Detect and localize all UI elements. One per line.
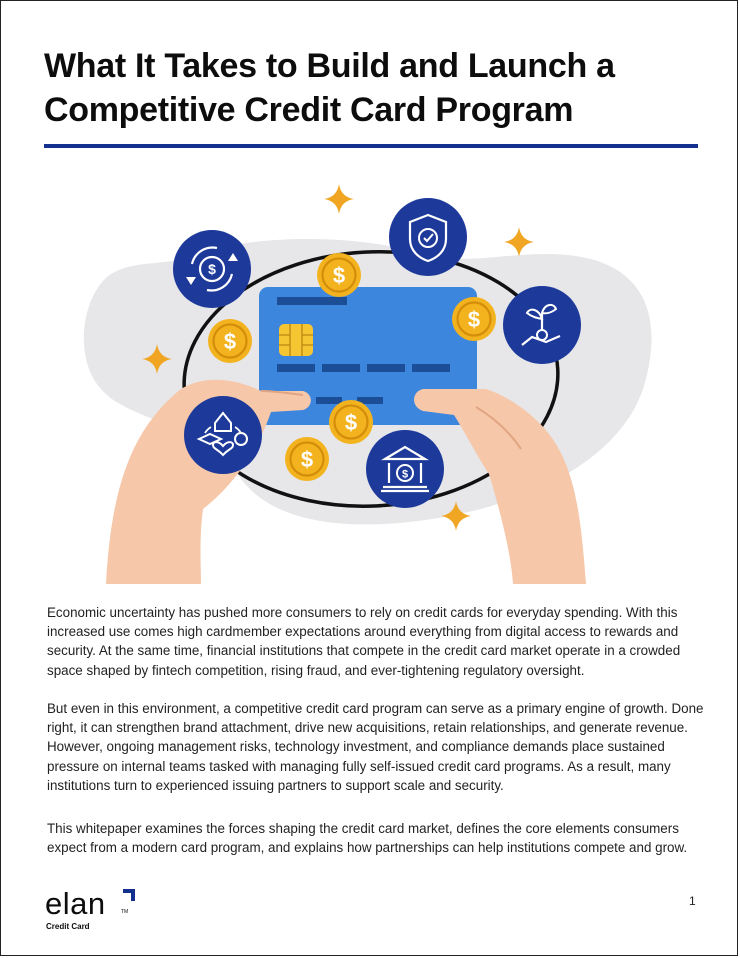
coin-icon	[452, 297, 496, 341]
coin-icon	[285, 437, 329, 481]
title-divider	[44, 144, 698, 148]
hand-plant-icon	[503, 286, 581, 364]
logo-bracket-icon	[123, 889, 135, 901]
logo-wordmark: elan	[45, 886, 106, 921]
body-paragraph-2: But even in this environment, a competitive credit card program can serve as a primary engine of growth. Done right, it can strengthen brand attachment, drive new acquisitions, retain relationships, and generate revenue. However, ongoing management risks, technology investment, and compliance demands place sustained pressure on internal teams tasked with managing fully self-issued credit card programs. As a result, many institutions turn to experienced issuing partners to support scale and security.	[47, 701, 704, 793]
life-events-icon	[184, 396, 262, 474]
body-paragraph-3: This whitepaper examines the forces shaping the credit card market, defines the core elements consumers expect from a modern card program, and explains how partnerships can help institutions compete and grow.	[47, 821, 688, 856]
body-paragraph-1: Economic uncertainty has pushed more consumers to rely on credit cards for everyday spending. With this increased use comes high cardmember expectations around everything from digital access to rewards and security. At the same time, financial institutions that compete in the credit card market operate in a crowded space shaped by fintech competition, rising fraud, and ever-tightening regulatory oversight.	[47, 605, 681, 678]
coin-icon	[208, 319, 252, 363]
logo-subtitle: Credit Card	[46, 922, 90, 931]
svg-text:$: $	[208, 261, 216, 277]
sparkle-icon	[504, 227, 534, 257]
page-number: 1	[689, 894, 696, 908]
sparkle-icon	[324, 184, 354, 214]
shield-check-icon	[389, 198, 467, 276]
page-title	[44, 44, 704, 132]
svg-text:$: $	[401, 468, 409, 481]
elan-logo	[45, 886, 165, 946]
title-line-1: What It Takes to Build and Launch a	[44, 47, 615, 85]
hero-illustration: $ $ $	[71, 179, 671, 584]
title-line-2: Competitive Credit Card Program	[44, 91, 574, 129]
coin-icon	[329, 400, 373, 444]
bank-icon	[366, 430, 444, 508]
coin-icon	[317, 253, 361, 297]
logo-trademark: TM	[121, 909, 129, 915]
money-cycle-icon	[173, 230, 251, 308]
